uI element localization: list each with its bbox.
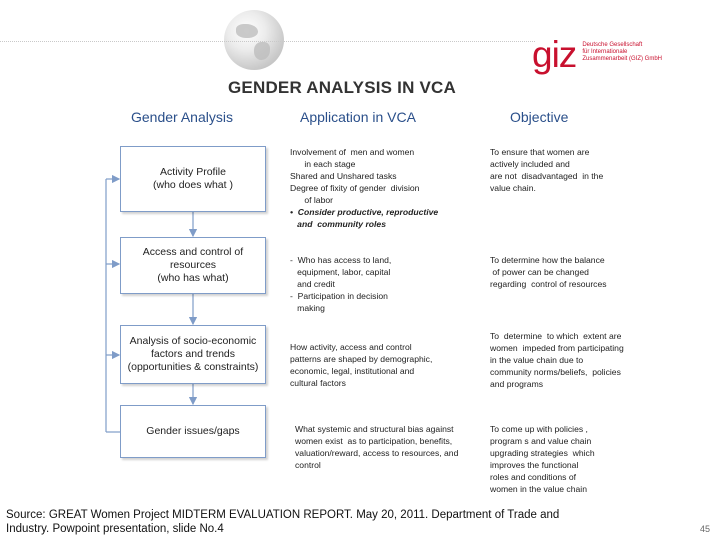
application-activity-profile: Involvement of men and women in each stage Shared and Unshared tasks Degree of fixity of gender division of labor • Consider productive, reproductive and community roles [290, 147, 439, 229]
objective-socio-economic: To determine to which extent are women impeded from participating in the value chain due to community norms/beliefs, policies and programs [490, 331, 624, 389]
logo-text: Deutsche Gesellschaft für Internationale Zusammenarbeit (GIZ) GmbH [582, 42, 662, 62]
objective-gender-issues: To come up with policies , program s and value chain upgrading strategies which improves the functional roles and conditions of women in the value chain [490, 424, 595, 494]
application-gender-issues: What systemic and structural bias against women exist as to participation, benefits, valuation/reward, access to resources, and control [295, 424, 459, 470]
objective-activity-profile: To ensure that women are actively included and are not disadvantaged in the value chain. [490, 147, 604, 193]
column-header-objective: Objective [510, 109, 569, 125]
slide-title: GENDER ANALYSIS IN VCA [228, 78, 456, 97]
objective-access-control: To determine how the balance of power can be changed regarding control of resources [490, 255, 607, 289]
application-socio-economic: How activity, access and control patterns are shaped by demographic, economic, legal, institutional and cultural factors [290, 342, 433, 388]
box-access-control: Access and control of resources (who has what) [120, 237, 266, 294]
box-socio-economic: Analysis of socio-economic factors and trends (opportunities & constraints) [120, 325, 266, 384]
logo-mark: giz [532, 34, 577, 75]
page-number: 45 [700, 524, 711, 534]
box-gender-issues: Gender issues/gaps [120, 405, 266, 458]
source-citation: Source: GREAT Women Project MIDTERM EVALUATION REPORT. May 20, 2011. Department of Trade and Industry. Powpoint presentation, slide No.4 [6, 509, 560, 535]
column-header-application: Application in VCA [300, 109, 416, 125]
box-activity-profile: Activity Profile (who does what ) [120, 146, 266, 212]
application-access-control: - Who has access to land, equipment, labor, capital and credit - Participation in decision making [290, 255, 392, 313]
column-header-gender-analysis: Gender Analysis [131, 109, 233, 125]
